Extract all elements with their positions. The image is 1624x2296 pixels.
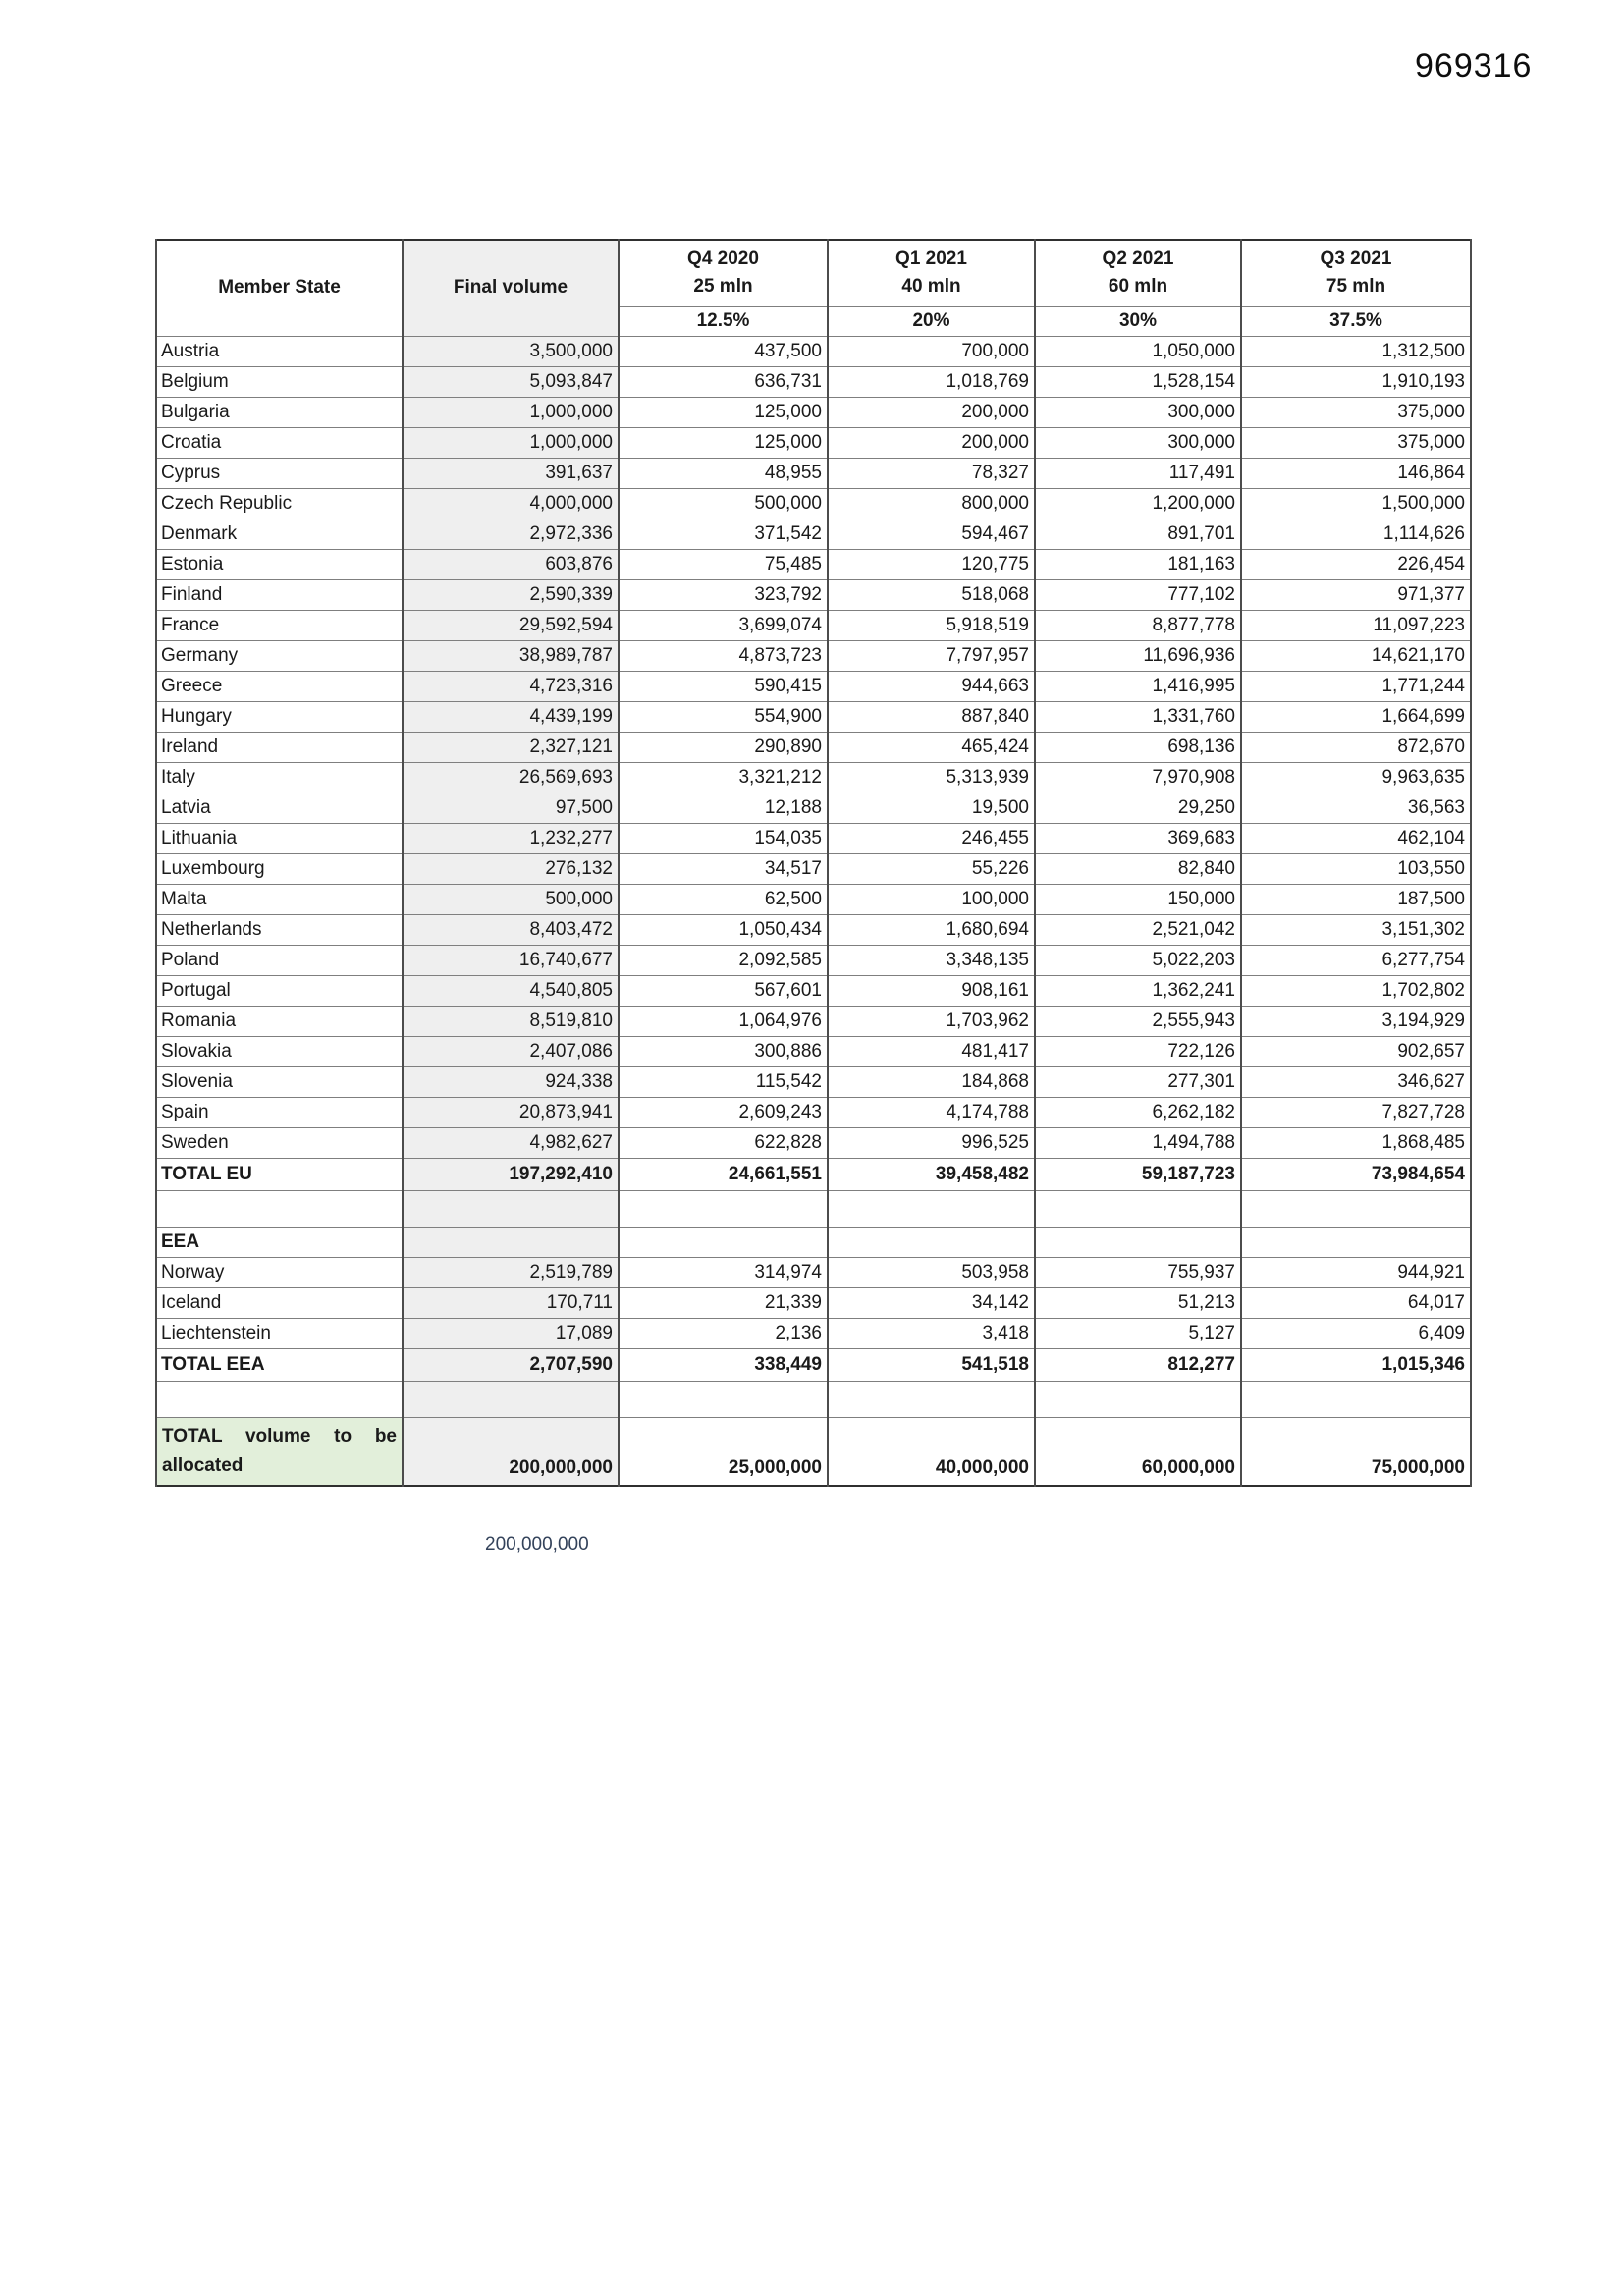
- member-state-cell: Estonia: [156, 549, 403, 579]
- country-row: [156, 1006, 1471, 1036]
- q4-2020-cell: 2,609,243: [619, 1097, 828, 1127]
- q2-2021-cell: 300,000: [1035, 397, 1241, 427]
- final-volume-cell: 4,439,199: [403, 701, 619, 732]
- q4-2020-cell: 1,064,976: [619, 1006, 828, 1036]
- final-volume-header: Final volume: [403, 240, 619, 336]
- q1-2021-header: [828, 240, 1035, 306]
- q4-2020-cell: 125,000: [619, 427, 828, 458]
- final-volume-cell: 2,519,789: [403, 1257, 619, 1287]
- member-state-cell: Slovenia: [156, 1066, 403, 1097]
- final-volume-cell: 20,873,941: [403, 1097, 619, 1127]
- member-state-cell: Croatia: [156, 427, 403, 458]
- member-state-cell: Poland: [156, 945, 403, 975]
- country-row: [156, 793, 1471, 823]
- q2-2021-header: [1035, 240, 1241, 306]
- q4-2020-cell: 567,601: [619, 975, 828, 1006]
- q2-2021-cell: 1,331,760: [1035, 701, 1241, 732]
- q1-2021-cell: 5,313,939: [828, 762, 1035, 793]
- q3-2021-cell: [1241, 1190, 1471, 1227]
- member-state-cell: Malta: [156, 884, 403, 914]
- q2-2021-cell: 2,521,042: [1035, 914, 1241, 945]
- q2-2021-cell: 5,127: [1035, 1318, 1241, 1348]
- q2-2021-cell: 277,301: [1035, 1066, 1241, 1097]
- q4-2020-cell: 437,500: [619, 336, 828, 366]
- spacer-row: [156, 1190, 1471, 1227]
- final-volume-cell: 170,711: [403, 1287, 619, 1318]
- q2-2021-cell: 7,970,908: [1035, 762, 1241, 793]
- q4-2020-cell: 323,792: [619, 579, 828, 610]
- q2-2021-volume: 60 mln: [1108, 276, 1168, 298]
- q1-2021-period: Q1 2021: [895, 248, 967, 270]
- final-volume-cell: 1,000,000: [403, 427, 619, 458]
- final-volume-cell: 1,000,000: [403, 397, 619, 427]
- final-volume-cell: 26,569,693: [403, 762, 619, 793]
- final-volume-cell: 924,338: [403, 1066, 619, 1097]
- member-state-cell: Italy: [156, 762, 403, 793]
- q1-2021-cell: 200,000: [828, 427, 1035, 458]
- q2-2021-cell: 1,494,788: [1035, 1127, 1241, 1158]
- final-volume-cell: 197,292,410: [403, 1158, 619, 1190]
- q3-2021-cell: 375,000: [1241, 427, 1471, 458]
- q1-2021-cell: 40,000,000: [828, 1417, 1035, 1486]
- country-row: [156, 1318, 1471, 1348]
- q4-2020-cell: 125,000: [619, 397, 828, 427]
- member-state-cell: Hungary: [156, 701, 403, 732]
- q4-2020-cell: 62,500: [619, 884, 828, 914]
- q1-2021-cell: 184,868: [828, 1066, 1035, 1097]
- member-state-cell: Sweden: [156, 1127, 403, 1158]
- q1-2021-cell: [828, 1381, 1035, 1417]
- q1-2021-cell: 503,958: [828, 1257, 1035, 1287]
- q3-2021-cell: 3,194,929: [1241, 1006, 1471, 1036]
- q4-2020-cell: 25,000,000: [619, 1417, 828, 1486]
- q2-2021-cell: 60,000,000: [1035, 1417, 1241, 1486]
- member-state-cell: Belgium: [156, 366, 403, 397]
- final-volume-cell: [403, 1227, 619, 1257]
- q3-2021-period: Q3 2021: [1320, 248, 1392, 270]
- q1-2021-cell: 465,424: [828, 732, 1035, 762]
- q4-2020-cell: 3,699,074: [619, 610, 828, 640]
- q3-2021-header: [1241, 240, 1471, 306]
- final-volume-cell: 1,232,277: [403, 823, 619, 853]
- q2-2021-cell: [1035, 1381, 1241, 1417]
- q3-2021-cell: 14,621,170: [1241, 640, 1471, 671]
- q1-2021-cell: 7,797,957: [828, 640, 1035, 671]
- q2-2021-cell: 812,277: [1035, 1348, 1241, 1381]
- country-row: [156, 397, 1471, 427]
- q3-2021-percentage: 37.5%: [1241, 306, 1471, 336]
- group-header-row: [156, 1227, 1471, 1257]
- spacer-row: [156, 1381, 1471, 1417]
- q3-2021-cell: 187,500: [1241, 884, 1471, 914]
- member-state-cell: Portugal: [156, 975, 403, 1006]
- q3-2021-cell: 6,277,754: [1241, 945, 1471, 975]
- q3-2021-cell: 1,312,500: [1241, 336, 1471, 366]
- q4-2020-cell: [619, 1381, 828, 1417]
- final-volume-cell: 2,707,590: [403, 1348, 619, 1381]
- country-row: [156, 640, 1471, 671]
- final-volume-cell: 2,407,086: [403, 1036, 619, 1066]
- table-header: [156, 240, 1471, 336]
- q4-2020-cell: 554,900: [619, 701, 828, 732]
- final-volume-cell: 8,403,472: [403, 914, 619, 945]
- q4-2020-cell: 2,092,585: [619, 945, 828, 975]
- member-state-cell: France: [156, 610, 403, 640]
- country-row: [156, 458, 1471, 488]
- country-row: [156, 945, 1471, 975]
- q3-2021-cell: 36,563: [1241, 793, 1471, 823]
- q1-2021-cell: 55,226: [828, 853, 1035, 884]
- member-state-cell: Latvia: [156, 793, 403, 823]
- q2-2021-cell: 51,213: [1035, 1287, 1241, 1318]
- country-row: [156, 671, 1471, 701]
- q3-2021-volume: 75 mln: [1326, 276, 1386, 298]
- q3-2021-cell: 1,910,193: [1241, 366, 1471, 397]
- q1-2021-volume: 40 mln: [901, 276, 961, 298]
- q1-2021-cell: 39,458,482: [828, 1158, 1035, 1190]
- country-row: [156, 975, 1471, 1006]
- q4-2020-cell: [619, 1227, 828, 1257]
- q1-2021-cell: 1,703,962: [828, 1006, 1035, 1036]
- member-state-cell: Austria: [156, 336, 403, 366]
- q1-2021-cell: 3,348,135: [828, 945, 1035, 975]
- document-number: 969316: [1415, 47, 1533, 84]
- q3-2021-cell: 1,114,626: [1241, 519, 1471, 549]
- grand-total-row: [156, 1417, 1471, 1486]
- q3-2021-cell: [1241, 1227, 1471, 1257]
- q3-2021-cell: 902,657: [1241, 1036, 1471, 1066]
- final-volume-cell: 2,327,121: [403, 732, 619, 762]
- q4-2020-cell: 590,415: [619, 671, 828, 701]
- q3-2021-cell: 7,827,728: [1241, 1097, 1471, 1127]
- q4-2020-cell: 338,449: [619, 1348, 828, 1381]
- q2-2021-cell: 150,000: [1035, 884, 1241, 914]
- member-state-cell: Spain: [156, 1097, 403, 1127]
- final-volume-cell: 391,637: [403, 458, 619, 488]
- q4-2020-percentage: 12.5%: [619, 306, 828, 336]
- q2-2021-cell: 82,840: [1035, 853, 1241, 884]
- q1-2021-cell: 944,663: [828, 671, 1035, 701]
- q4-2020-volume: 25 mln: [693, 276, 753, 298]
- country-row: [156, 1287, 1471, 1318]
- q3-2021-cell: 346,627: [1241, 1066, 1471, 1097]
- final-volume-cell: 500,000: [403, 884, 619, 914]
- q2-2021-cell: 8,877,778: [1035, 610, 1241, 640]
- grand-total-label: TOTAL volume to be allocated: [156, 1417, 403, 1486]
- q3-2021-cell: 971,377: [1241, 579, 1471, 610]
- q2-2021-period: Q2 2021: [1102, 248, 1174, 270]
- q4-2020-cell: 290,890: [619, 732, 828, 762]
- member-state-cell: EEA: [156, 1227, 403, 1257]
- q4-2020-cell: 636,731: [619, 366, 828, 397]
- q1-2021-cell: 246,455: [828, 823, 1035, 853]
- q2-2021-cell: 722,126: [1035, 1036, 1241, 1066]
- final-volume-cell: 29,592,594: [403, 610, 619, 640]
- final-volume-cell: 4,982,627: [403, 1127, 619, 1158]
- q4-2020-cell: 4,873,723: [619, 640, 828, 671]
- member-state-cell: Netherlands: [156, 914, 403, 945]
- q1-2021-cell: 1,680,694: [828, 914, 1035, 945]
- country-row: [156, 732, 1471, 762]
- q4-2020-cell: 500,000: [619, 488, 828, 519]
- q3-2021-cell: 1,702,802: [1241, 975, 1471, 1006]
- q3-2021-cell: 226,454: [1241, 549, 1471, 579]
- q2-2021-cell: 369,683: [1035, 823, 1241, 853]
- q1-2021-cell: 120,775: [828, 549, 1035, 579]
- member-state-cell: Liechtenstein: [156, 1318, 403, 1348]
- q3-2021-cell: 1,868,485: [1241, 1127, 1471, 1158]
- country-row: [156, 579, 1471, 610]
- q3-2021-cell: 6,409: [1241, 1318, 1471, 1348]
- final-volume-cell: 8,519,810: [403, 1006, 619, 1036]
- country-row: [156, 884, 1471, 914]
- member-state-cell: Iceland: [156, 1287, 403, 1318]
- q1-2021-cell: 19,500: [828, 793, 1035, 823]
- q3-2021-cell: 11,097,223: [1241, 610, 1471, 640]
- q2-2021-cell: 1,050,000: [1035, 336, 1241, 366]
- final-volume-cell: 4,000,000: [403, 488, 619, 519]
- member-state-cell: [156, 1190, 403, 1227]
- member-state-cell: Denmark: [156, 519, 403, 549]
- q1-2021-cell: 200,000: [828, 397, 1035, 427]
- q1-2021-cell: 481,417: [828, 1036, 1035, 1066]
- q4-2020-cell: 34,517: [619, 853, 828, 884]
- q4-2020-cell: 24,661,551: [619, 1158, 828, 1190]
- member-state-cell: Luxembourg: [156, 853, 403, 884]
- q2-2021-cell: 181,163: [1035, 549, 1241, 579]
- member-state-cell: Romania: [156, 1006, 403, 1036]
- country-row: [156, 336, 1471, 366]
- final-volume-cell: 4,723,316: [403, 671, 619, 701]
- country-row: [156, 1036, 1471, 1066]
- final-volume-cell: 5,093,847: [403, 366, 619, 397]
- member-state-cell: [156, 1381, 403, 1417]
- q2-2021-cell: 11,696,936: [1035, 640, 1241, 671]
- member-state-cell: Slovakia: [156, 1036, 403, 1066]
- final-volume-cell: 4,540,805: [403, 975, 619, 1006]
- q4-2020-cell: 1,050,434: [619, 914, 828, 945]
- q3-2021-cell: 944,921: [1241, 1257, 1471, 1287]
- member-state-cell: Bulgaria: [156, 397, 403, 427]
- q2-2021-cell: 1,416,995: [1035, 671, 1241, 701]
- q1-2021-cell: 541,518: [828, 1348, 1035, 1381]
- member-state-cell: Czech Republic: [156, 488, 403, 519]
- q1-2021-cell: 34,142: [828, 1287, 1035, 1318]
- final-volume-cell: 16,740,677: [403, 945, 619, 975]
- q2-2021-cell: [1035, 1190, 1241, 1227]
- q3-2021-cell: [1241, 1381, 1471, 1417]
- q3-2021-cell: 3,151,302: [1241, 914, 1471, 945]
- member-state-cell: Greece: [156, 671, 403, 701]
- q2-2021-cell: 1,528,154: [1035, 366, 1241, 397]
- member-state-cell: TOTAL EEA: [156, 1348, 403, 1381]
- q2-2021-cell: 5,022,203: [1035, 945, 1241, 975]
- country-row: [156, 1066, 1471, 1097]
- q4-2020-cell: 3,321,212: [619, 762, 828, 793]
- q1-2021-cell: 700,000: [828, 336, 1035, 366]
- q1-2021-cell: 800,000: [828, 488, 1035, 519]
- q3-2021-cell: 9,963,635: [1241, 762, 1471, 793]
- final-volume-cell: 2,590,339: [403, 579, 619, 610]
- final-volume-cell: 2,972,336: [403, 519, 619, 549]
- q2-2021-cell: [1035, 1227, 1241, 1257]
- q4-2020-cell: 48,955: [619, 458, 828, 488]
- member-state-cell: Cyprus: [156, 458, 403, 488]
- header-row-periods: [156, 240, 1471, 306]
- q4-2020-period: Q4 2020: [687, 248, 759, 270]
- q1-2021-cell: 594,467: [828, 519, 1035, 549]
- country-row: [156, 610, 1471, 640]
- country-row: [156, 914, 1471, 945]
- q3-2021-cell: 1,015,346: [1241, 1348, 1471, 1381]
- final-volume-cell: 3,500,000: [403, 336, 619, 366]
- q4-2020-cell: 622,828: [619, 1127, 828, 1158]
- q4-2020-cell: 21,339: [619, 1287, 828, 1318]
- q1-2021-cell: 887,840: [828, 701, 1035, 732]
- q3-2021-cell: 146,864: [1241, 458, 1471, 488]
- country-row: [156, 549, 1471, 579]
- q3-2021-cell: 375,000: [1241, 397, 1471, 427]
- q4-2020-cell: 75,485: [619, 549, 828, 579]
- q3-2021-cell: 73,984,654: [1241, 1158, 1471, 1190]
- total-row: [156, 1158, 1471, 1190]
- q3-2021-cell: 462,104: [1241, 823, 1471, 853]
- q4-2020-cell: 371,542: [619, 519, 828, 549]
- allocation-table: [155, 239, 1472, 1487]
- q4-2020-cell: 115,542: [619, 1066, 828, 1097]
- q2-2021-cell: 891,701: [1035, 519, 1241, 549]
- final-volume-cell: 276,132: [403, 853, 619, 884]
- q1-2021-cell: 78,327: [828, 458, 1035, 488]
- country-row: [156, 1257, 1471, 1287]
- final-volume-cell: [403, 1381, 619, 1417]
- final-volume-cell: 200,000,000: [403, 1417, 619, 1486]
- country-row: [156, 853, 1471, 884]
- q1-2021-cell: 996,525: [828, 1127, 1035, 1158]
- q2-2021-cell: 300,000: [1035, 427, 1241, 458]
- q4-2020-cell: 2,136: [619, 1318, 828, 1348]
- q4-2020-cell: 154,035: [619, 823, 828, 853]
- country-row: [156, 366, 1471, 397]
- country-row: [156, 823, 1471, 853]
- country-row: [156, 488, 1471, 519]
- q1-2021-cell: 100,000: [828, 884, 1035, 914]
- q4-2020-cell: [619, 1190, 828, 1227]
- final-volume-cell: 603,876: [403, 549, 619, 579]
- q1-2021-cell: 1,018,769: [828, 366, 1035, 397]
- country-row: [156, 1097, 1471, 1127]
- q1-2021-cell: 5,918,519: [828, 610, 1035, 640]
- member-state-cell: TOTAL EU: [156, 1158, 403, 1190]
- country-row: [156, 519, 1471, 549]
- q1-2021-cell: 4,174,788: [828, 1097, 1035, 1127]
- member-state-cell: Germany: [156, 640, 403, 671]
- q4-2020-header: [619, 240, 828, 306]
- q1-2021-cell: 518,068: [828, 579, 1035, 610]
- q1-2021-cell: 3,418: [828, 1318, 1035, 1348]
- q4-2020-cell: 314,974: [619, 1257, 828, 1287]
- q3-2021-cell: 103,550: [1241, 853, 1471, 884]
- q2-2021-cell: 29,250: [1035, 793, 1241, 823]
- member-state-cell: Norway: [156, 1257, 403, 1287]
- final-volume-cell: 38,989,787: [403, 640, 619, 671]
- footnote-total-value: 200,000,000: [485, 1534, 589, 1555]
- q1-2021-cell: [828, 1227, 1035, 1257]
- q3-2021-cell: 1,664,699: [1241, 701, 1471, 732]
- q2-2021-cell: 59,187,723: [1035, 1158, 1241, 1190]
- final-volume-cell: 17,089: [403, 1318, 619, 1348]
- q3-2021-cell: 1,500,000: [1241, 488, 1471, 519]
- q1-2021-cell: 908,161: [828, 975, 1035, 1006]
- q2-2021-cell: 2,555,943: [1035, 1006, 1241, 1036]
- country-row: [156, 762, 1471, 793]
- country-row: [156, 1127, 1471, 1158]
- q3-2021-cell: 872,670: [1241, 732, 1471, 762]
- member-state-cell: Lithuania: [156, 823, 403, 853]
- q1-2021-cell: [828, 1190, 1035, 1227]
- country-row: [156, 427, 1471, 458]
- country-row: [156, 701, 1471, 732]
- q4-2020-cell: 12,188: [619, 793, 828, 823]
- q3-2021-cell: 1,771,244: [1241, 671, 1471, 701]
- q2-2021-cell: 6,262,182: [1035, 1097, 1241, 1127]
- q2-2021-percentage: 30%: [1035, 306, 1241, 336]
- q1-2021-percentage: 20%: [828, 306, 1035, 336]
- q2-2021-cell: 117,491: [1035, 458, 1241, 488]
- table-body: [156, 336, 1471, 1486]
- q2-2021-cell: 755,937: [1035, 1257, 1241, 1287]
- q4-2020-cell: 300,886: [619, 1036, 828, 1066]
- q2-2021-cell: 698,136: [1035, 732, 1241, 762]
- member-state-cell: Ireland: [156, 732, 403, 762]
- total-row: [156, 1348, 1471, 1381]
- q2-2021-cell: 1,200,000: [1035, 488, 1241, 519]
- final-volume-cell: [403, 1190, 619, 1227]
- final-volume-cell: 97,500: [403, 793, 619, 823]
- q3-2021-cell: 75,000,000: [1241, 1417, 1471, 1486]
- member-state-header: Member State: [156, 240, 403, 336]
- q2-2021-cell: 1,362,241: [1035, 975, 1241, 1006]
- q2-2021-cell: 777,102: [1035, 579, 1241, 610]
- q3-2021-cell: 64,017: [1241, 1287, 1471, 1318]
- member-state-cell: Finland: [156, 579, 403, 610]
